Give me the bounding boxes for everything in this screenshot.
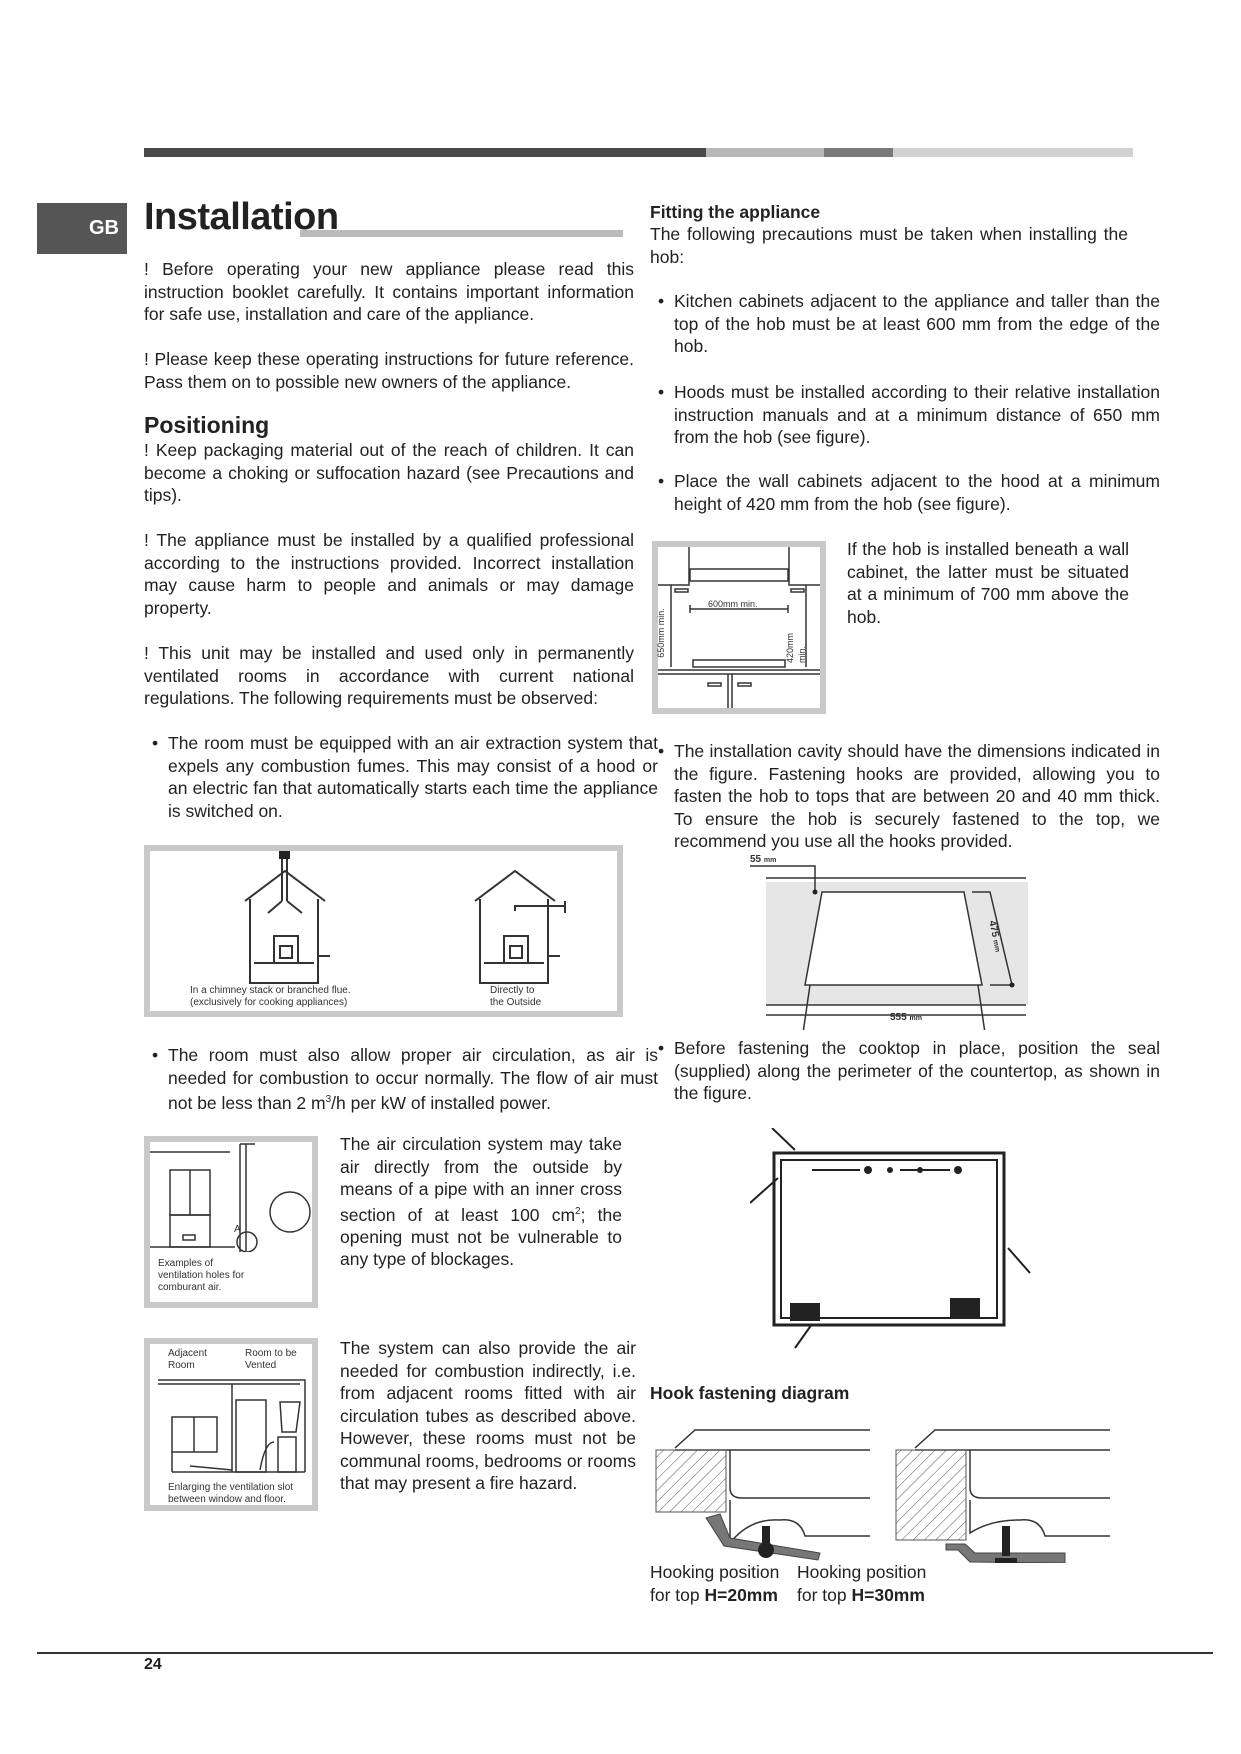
fig3-caption: Enlarging the ventilation slot between window and floor. — [168, 1482, 294, 1505]
window-wall-diagram — [150, 1142, 312, 1252]
bullet-cavity: • The installation cavity should have the dimensions indicated in the figure. Fastening hooks are provided, allowing you to fasten the hob to tops that are between 20 and 40 mm thick. To ensure the hob is securely fastened to the top, we recommend you use all the hooks provided. — [658, 741, 1160, 851]
packaging-paragraph: ! Keep packaging material out of the reach of children. It can become a choking or suffocation hazard (see Precautions and tips). — [144, 440, 634, 505]
adjacent-room-figure — [144, 1338, 318, 1511]
qualified-installer-paragraph: ! The appliance must be installed by a qualified professional according to the instructions provided. Incorrect installation may cause harm to people and animals or may damage property. — [144, 530, 634, 618]
bar-segment — [144, 148, 706, 157]
hob-seal-diagram — [750, 1128, 1032, 1350]
pipe-paragraph: The air circulation system may take air directly from the outside by means of a pipe with an inner cross section of at least 100 $cm^2$; the opening must not be vulnerable to any type of blockages. — [340, 1134, 622, 1270]
label-600mm: 600mm min. — [708, 599, 758, 609]
hook-fastening-figure — [650, 1418, 1120, 1563]
label-555mm: 555 mm — [890, 1012, 922, 1023]
positioning-heading: Positioning — [144, 412, 270, 438]
label-adjacent-room: Adjacent Room — [168, 1348, 207, 1371]
label-475mm: 475 mm — [986, 919, 1001, 953]
keep-instructions-paragraph: ! Please keep these operating instructions for future reference. Pass them on to possible new owners of the appliance. — [144, 349, 634, 392]
bullet-hoods: • Hoods must be installed according to their relative installation instruction manuals and at a minimum distance of 650 mm from the hob (see figure). — [658, 382, 1160, 447]
adjacent-room-diagram — [150, 1372, 312, 1482]
footer-rule — [37, 1652, 1213, 1654]
fig1-caption-outside: Directly to the Outside — [490, 985, 542, 1008]
label-room-vented: Room to be Vented — [245, 1348, 297, 1371]
countertop-30mm — [896, 1450, 966, 1540]
kitchen-clearance-figure — [652, 541, 826, 714]
fitting-intro: The following precautions must be taken when installing the hob: — [650, 224, 1128, 267]
label-55mm: 55 mm — [750, 854, 777, 865]
bullet-air-circulation: • The room must also allow proper air circulation, as air is needed for combustion to occur normally. The flow of air must not be less than 2 $m^3/h$ per kW of installed power. — [152, 1045, 658, 1113]
label-420mm: 420mm min. — [785, 632, 807, 663]
bar-segment — [706, 148, 824, 157]
label-a: A — [234, 1224, 241, 1235]
cavity-dimensions-figure — [750, 854, 1050, 1030]
cavity-diagram — [750, 860, 1050, 1030]
chimney-cap — [279, 851, 290, 859]
extraction-figure — [144, 845, 623, 1017]
seal-figure — [750, 1128, 1032, 1350]
fitting-heading: Fitting the appliance — [650, 202, 821, 222]
hook-caption-30mm: Hooking position for top H=30mm — [797, 1562, 927, 1605]
bar-segment — [824, 148, 893, 157]
label-650mm: 650mm min. — [655, 608, 666, 658]
bar-segment — [893, 148, 1133, 157]
title-underline — [300, 230, 623, 237]
countertop-20mm — [656, 1450, 726, 1512]
hook-caption-20mm: Hooking position for top H=20mm — [650, 1562, 780, 1605]
bullet-cabinets: • Kitchen cabinets adjacent to the appliance and taller than the top of the hob must be at least 600 mm from the edge of the hob. — [658, 291, 1160, 356]
fig2-caption: Examples of ventilation holes for comburant air. — [158, 1258, 245, 1293]
ventilation-paragraph: ! This unit may be installed and used only in permanently ventilated rooms in accordance with current national regulations. The following requirements must be observed: — [144, 643, 634, 708]
indirect-air-paragraph: The system can also provide the air needed for combustion indirectly, i.e. from adjacent rooms fitted with air circulation tubes as described above. However, these rooms must not be communal rooms, bedrooms or rooms that may present a fire hazard. — [340, 1338, 636, 1493]
header-color-bar — [144, 148, 1133, 157]
wall-cabinet-note: If the hob is installed beneath a wall cabinet, the latter must be situated at a minimum of 700 mm above the hob. — [847, 539, 1129, 627]
hook-heading: Hook fastening diagram — [650, 1383, 850, 1403]
language-badge: GB — [37, 203, 127, 254]
ventilation-holes-figure — [144, 1136, 318, 1308]
fig1-caption-chimney: In a chimney stack or branched flue. (exclusively for cooking appliances) — [190, 985, 351, 1008]
bullet-seal: • Before fastening the cooktop in place, position the seal (supplied) along the perimeter of the countertop, as shown in the figure. — [658, 1038, 1160, 1103]
page-title: Installation — [144, 196, 339, 238]
hook-diagrams — [650, 1418, 1120, 1563]
bullet-wall-cabinets: • Place the wall cabinets adjacent to the hood at a minimum height of 420 mm from the hob (see figure). — [658, 471, 1160, 514]
page-number: 24 — [144, 1656, 162, 1673]
intro-paragraph: ! Before operating your new appliance please read this instruction booklet carefully. It contains important information for safe use, installation and care of the appliance. — [144, 259, 634, 324]
bullet-extraction: • The room must be equipped with an air extraction system that expels any combustion fumes. This may consist of a hood or an electric fan that automatically starts each time the appliance is switched on. — [152, 733, 658, 821]
